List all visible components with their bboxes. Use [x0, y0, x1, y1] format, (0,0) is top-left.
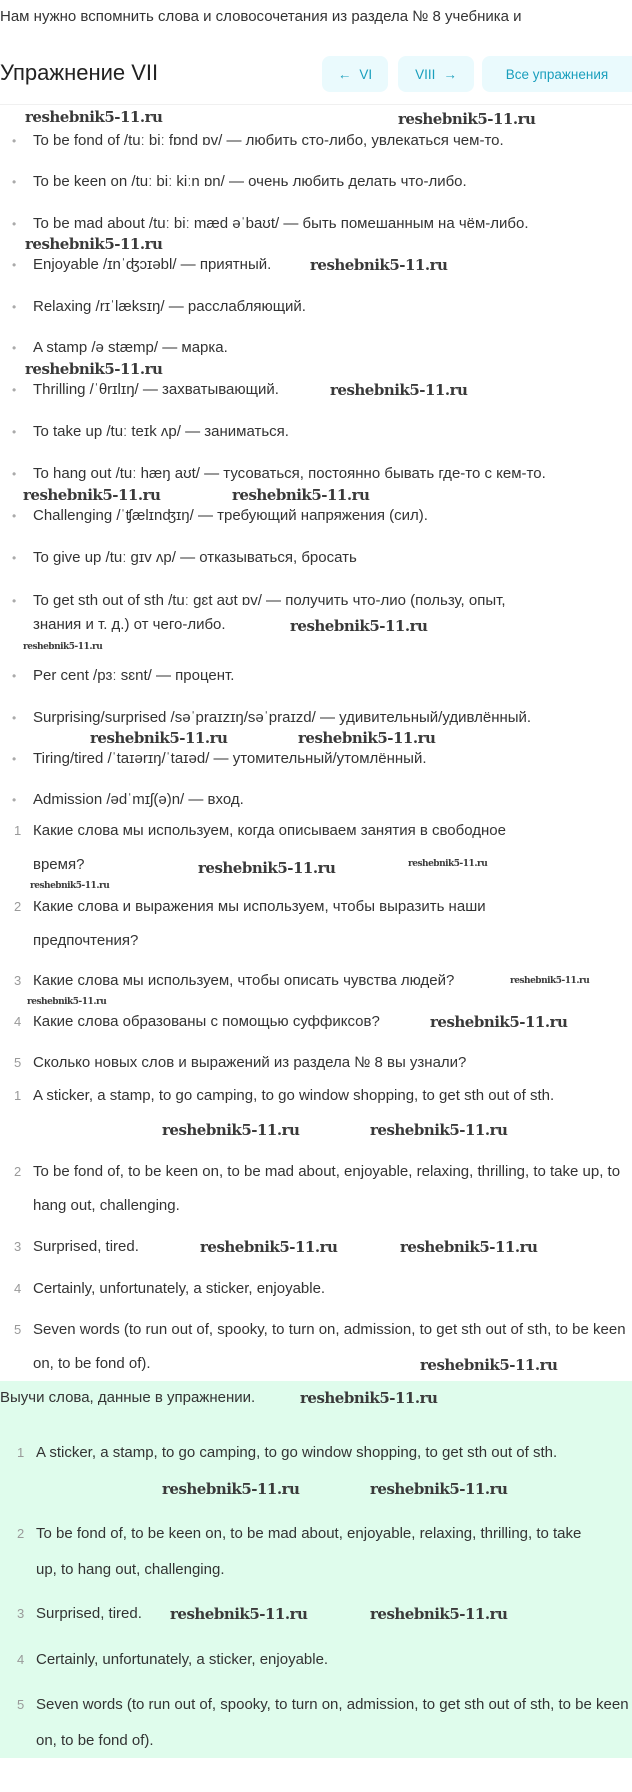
list-item: • Challenging /ˈʧælɪnʤɪŋ/ — требующий напряжения (сил).	[0, 504, 620, 528]
bullet-icon: •	[12, 467, 17, 481]
answer-item: 3 Surprised, tired.	[14, 1238, 139, 1255]
bullet-icon: •	[12, 134, 17, 148]
intro-text: Нам нужно вспомнить слова и словосочетания из раздела № 8 учебника и	[0, 8, 522, 25]
next-exercise-button[interactable]	[398, 56, 474, 92]
task-answer-item: 2 To be fond of, to be keen on, to be mad about, enjoyable, relaxing, thrilling, to take up, to hang out, challenging.	[17, 1525, 582, 1578]
list-item: • Thrilling /ˈθrɪlɪŋ/ — захватывающий.	[0, 378, 620, 402]
bullet-icon: •	[12, 341, 17, 355]
question-item: 3 Какие слова мы используем, чтобы описать чувства людей?	[14, 972, 455, 989]
watermark: reshebnik5-11.ru	[23, 642, 103, 652]
bullet-icon: •	[12, 258, 17, 272]
watermark: reshebnik5-11.ru	[430, 1013, 568, 1031]
prev-exercise-label: VI	[359, 66, 373, 82]
answer-item: 5 Seven words (to run out of, spooky, to turn on, admission, to get sth out of sth, to be keen on, to be fond of).	[14, 1321, 626, 1372]
watermark: reshebnik5-11.ru	[25, 108, 163, 126]
watermark: reshebnik5-11.ru	[25, 360, 163, 378]
bullet-icon: •	[12, 669, 17, 683]
answer-item: 4 Certainly, unfortunately, a sticker, enjoyable.	[14, 1280, 326, 1297]
watermark: reshebnik5-11.ru	[400, 1238, 538, 1256]
list-item: • Surprising/surprised /səˈpraɪzɪŋ/səˈpraɪzd/ — удивительный/удивлённый.	[0, 706, 632, 730]
watermark: reshebnik5-11.ru	[398, 110, 536, 128]
watermark: reshebnik5-11.ru	[170, 1605, 308, 1623]
task-answer-item: 4 Certainly, unfortunately, a sticker, enjoyable.	[17, 1651, 329, 1668]
list-item: • Enjoyable /ɪnˈʤɔɪəbl/ — приятный.	[0, 253, 620, 277]
list-item: • To hang out /tuː hæŋ aʊt/ — тусоваться, постоянно бывать где-то с кем-то.	[0, 462, 620, 486]
next-exercise-label: VIII	[415, 66, 436, 82]
question-item: 2 Какие слова и выражения мы используем, чтобы выразить наши предпочтения?	[14, 898, 486, 949]
list-item: • To be fond of /tuː biː fɒnd ɒv/ — любить сто-либо, увлекаться чем-то.	[0, 129, 620, 153]
watermark: reshebnik5-11.ru	[200, 1238, 338, 1256]
answer-item: 1 A sticker, a stamp, to go camping, to go window shopping, to get sth out of sth.	[14, 1087, 555, 1104]
task-answer-item: 1 A sticker, a stamp, to go camping, to go window shopping, to get sth out of sth.	[17, 1444, 558, 1461]
list-item: • A stamp /ə stæmp/ — марка.	[0, 336, 620, 360]
watermark: reshebnik5-11.ru	[330, 381, 468, 399]
question-item: 5 Сколько новых слов и выражений из раздела № 8 вы узнали?	[14, 1054, 467, 1071]
question-item: 4 Какие слова образованы с помощью суффиксов?	[14, 1013, 380, 1030]
bullet-icon: •	[12, 300, 17, 314]
list-item: • To be mad about /tuː biː mæd əˈbaʊt/ — быть помешанным на чём-либо.	[0, 212, 620, 236]
prev-exercise-button[interactable]	[322, 56, 388, 92]
watermark: reshebnik5-11.ru	[370, 1121, 508, 1139]
bullet-icon: •	[12, 551, 17, 565]
watermark: reshebnik5-11.ru	[232, 486, 370, 504]
list-item: • To take up /tuː teɪk ʌp/ — заниматься.	[0, 420, 620, 444]
list-item: • Per cent /pɜː sɛnt/ — процент.	[0, 664, 620, 688]
all-exercises-label: Все упражнения	[505, 66, 609, 82]
watermark: reshebnik5-11.ru	[30, 881, 110, 891]
watermark: reshebnik5-11.ru	[25, 235, 163, 253]
watermark: reshebnik5-11.ru	[300, 1389, 438, 1407]
watermark: reshebnik5-11.ru	[310, 256, 448, 274]
bullet-icon: •	[12, 217, 17, 231]
bullet-icon: •	[12, 425, 17, 439]
divider	[0, 104, 632, 105]
list-item: • To be keen on /tuː biː kiːn ɒn/ — очень любить делать что-либо.	[0, 170, 620, 194]
watermark: reshebnik5-11.ru	[510, 976, 590, 986]
watermark: reshebnik5-11.ru	[162, 1480, 300, 1498]
arrow-right-icon: →	[443, 66, 457, 82]
watermark: reshebnik5-11.ru	[290, 617, 428, 635]
list-item: • Admission /ədˈmɪʃ(ə)n/ — вход.	[0, 788, 620, 812]
question-item: 1 Какие слова мы используем, когда описываем занятия в свободное время?	[14, 822, 506, 873]
watermark: reshebnik5-11.ru	[370, 1480, 508, 1498]
watermark: reshebnik5-11.ru	[90, 729, 228, 747]
task-title: Выучи слова, данные в упражнении.	[0, 1389, 256, 1406]
bullet-icon: •	[12, 752, 17, 766]
watermark: reshebnik5-11.ru	[198, 859, 336, 877]
list-item: • To get sth out of sth /tuː gɛt aʊt ɒv/ — получить что-лио (пользу, опыт, знания и т. д.) от чего-либо.	[0, 589, 520, 637]
task-answer-item: 5 Seven words (to run out of, spooky, to turn on, admission, to get sth out of sth, to be keen on, to be fond of).	[17, 1696, 629, 1749]
list-item: • To give up /tuː gɪv ʌp/ — отказываться, бросать	[0, 546, 620, 570]
arrow-left-icon: ←	[337, 66, 352, 82]
watermark: reshebnik5-11.ru	[23, 486, 161, 504]
bullet-icon: •	[12, 383, 17, 397]
bullet-icon: •	[12, 509, 17, 523]
page-title: Упражнение VII	[0, 60, 159, 85]
bullet-icon: •	[12, 594, 17, 608]
bullet-icon: •	[12, 793, 17, 807]
list-item: • Tiring/tired /ˈtaɪərɪŋ/ˈtaɪəd/ — утомительный/утомлённый.	[0, 747, 620, 771]
bullet-icon: •	[12, 711, 17, 725]
watermark: reshebnik5-11.ru	[298, 729, 436, 747]
all-exercises-button[interactable]	[482, 56, 632, 92]
watermark: reshebnik5-11.ru	[408, 859, 488, 869]
watermark: reshebnik5-11.ru	[162, 1121, 300, 1139]
answer-item: 2 To be fond of, to be keen on, to be mad about, enjoyable, relaxing, thrilling, to take up, to hang out, challenging.	[14, 1163, 621, 1214]
watermark: reshebnik5-11.ru	[420, 1356, 558, 1374]
list-item: • Relaxing /rɪˈlæksɪŋ/ — расслабляющий.	[0, 295, 620, 319]
watermark: reshebnik5-11.ru	[27, 997, 107, 1007]
bullet-icon: •	[12, 175, 17, 189]
watermark: reshebnik5-11.ru	[370, 1605, 508, 1623]
task-answer-item: 3 Surprised, tired.	[17, 1605, 142, 1622]
